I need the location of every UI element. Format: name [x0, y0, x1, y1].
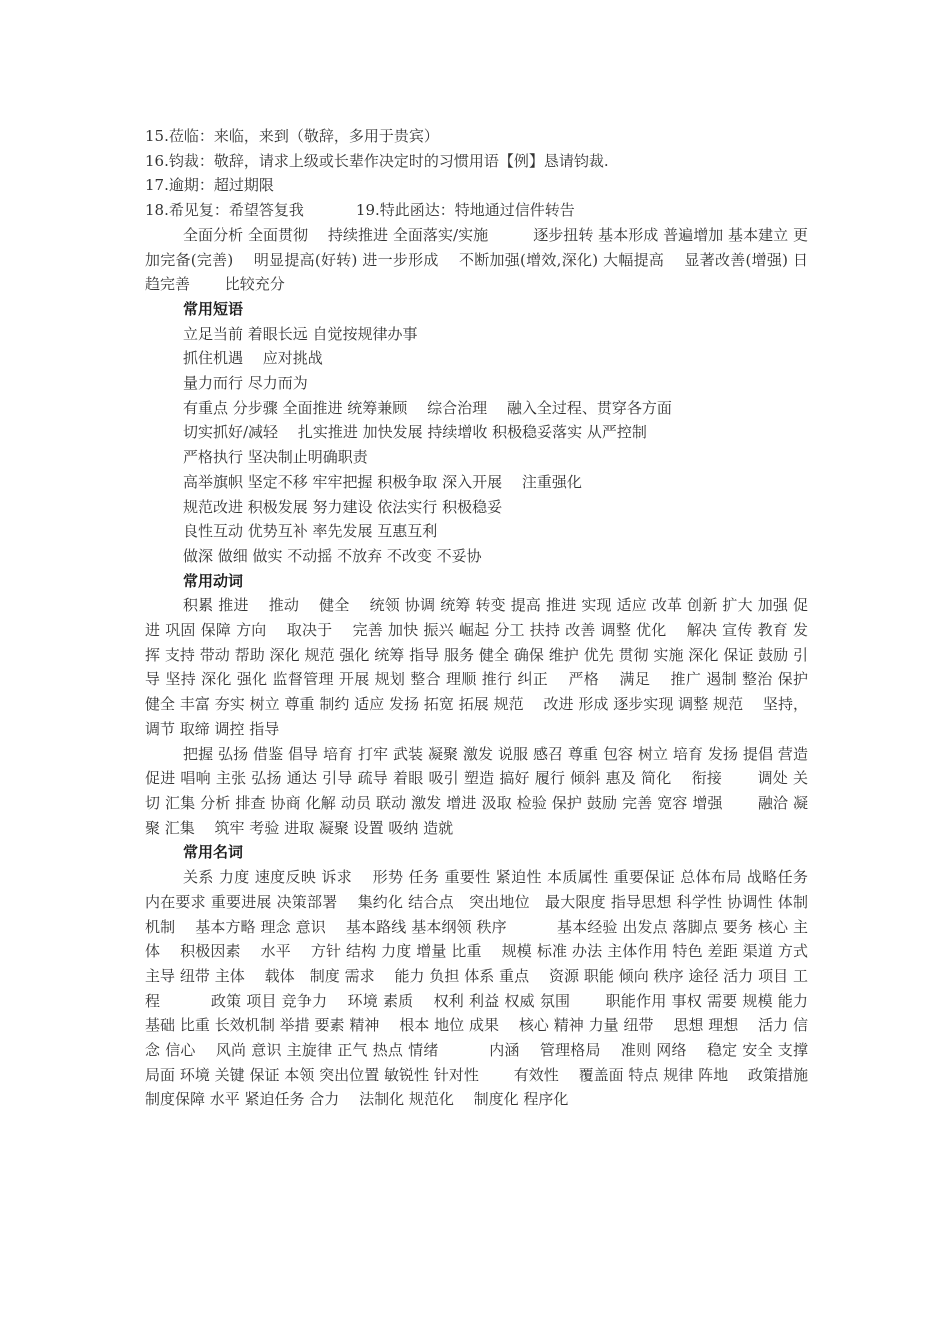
- section-heading-phrases: 常用短语: [183, 299, 244, 318]
- term-item-17: 17.逾期：超过期限: [145, 176, 274, 195]
- section-heading-nouns: 常用名词: [183, 843, 244, 862]
- phrase-line: 立足当前 着眼长远 自觉按规律办事: [183, 324, 418, 343]
- verbs-paragraph-1: 积累 推进 推动 健全 统领 协调 统筹 转变 提高 推进 实现 适应 改革 创新 扩大 加强 促进 巩固 保障 方向 取决于 完善 加快 振兴 崛起 分工 扶持 改善 调整 优化 解决 宣传 教育 发挥 支持 带动 帮助 深化 规范 强化 统筹 指导 服务 健全 确保 维护 优先 贯彻 实施 深化 保证 鼓励 引导 坚持 深化 强化 监督管理 开展 规划 整合 理顺 推行 纠正 严格 满足 推广 遏制 整治 保护 健全 丰富 夯实 树立 尊重 制约 适应 发扬 拓宽 拓展 规范 改进 形成 逐步实现 调整 规范 坚持，调节 取缔 调控 指导: [145, 596, 828, 738]
- phrase-line: 有重点 分步骤 全面推进 统筹兼顾 综合治理 融入全过程、贯穿各方面: [183, 398, 672, 417]
- phrase-line: 严格执行 坚决制止明确职责: [183, 448, 368, 467]
- phrase-line: 高举旗帜 坚定不移 牢牢把握 积极争取 深入开展 注重强化: [183, 472, 582, 491]
- progress-terms-paragraph: 全面分析 全面贯彻 持续推进 全面落实/实施 逐步扭转 基本形成 普遍增加 基本建立 更加完备(完善) 明显提高(好转) 进一步形成 不断加强(增效,深化) 大幅提高 显著改善(增强) 日趋完善 比较充分: [145, 225, 808, 294]
- term-item-18-19: 18.希见复：希望答复我 19.特此函达：特地通过信件转告: [145, 201, 575, 220]
- section-heading-verbs: 常用动词: [183, 571, 244, 590]
- phrase-line: 抓住机遇 应对挑战: [183, 349, 323, 368]
- nouns-paragraph: 关系 力度 速度反映 诉求 形势 任务 重要性 紧迫性 本质属性 重要保证 总体布局 战略任务 内在要求 重要进展 决策部署 集约化 结合点 突出地位 最大限度 指导思想 科学性 协调性 体制 机制 基本方略 理念 意识 基本路线 基本纲领 秩序 基本经验 出发点 落脚点 要务 核心 主体 积极因素 水平 方针 结构 力度 增量 比重 规模 标准 办法 主体作用 特色 差距 渠道 方式 主导 纽带 主体 载体 制度 需求 能力 负担 体系 重点 资源 职能 倾向 秩序 途径 活力 项目 工程 政策 项目 竞争力 环境 素质 权利 利益 权威 氛围 职能作用 事权 需要 规模 能力 基础 比重 长效机制 举措 要素 精神 根本 地位 成果 核心 精神 力量 纽带 思想 理想 活力 信念 信心 风尚 意识 主旋律 正气 热点 情绪 内涵 管理格局 准则 网络 稳定 安全 支撑 局面 环境 关键 保证 本领 突出位置 敏锐性 针对性 有效性 覆盖面 特点 规律 阵地 政策措施 制度保障 水平 紧迫任务 合力 法制化 规范化 制度化 程序化: [145, 868, 843, 1109]
- phrase-line: 做深 做细 做实 不动摇 不放弃 不改变 不妥协: [183, 546, 482, 565]
- document-page: [145, 124, 843, 1112]
- phrase-line: 切实抓好/减轻 扎实推进 加快发展 持续增收 积极稳妥落实 从严控制: [183, 423, 647, 442]
- term-item-16: 16.钧裁：敬辞，请求上级或长辈作决定时的习惯用语【例】恳请钧裁.: [145, 151, 609, 170]
- phrase-line: 良性互动 优势互补 率先发展 互惠互利: [183, 522, 438, 541]
- phrase-line: 量力而行 尽力而为: [183, 374, 308, 393]
- phrase-line: 规范改进 积极发展 努力建设 依法实行 积极稳妥: [183, 497, 503, 516]
- term-item-15: 15.莅临：来临，来到（敬辞，多用于贵宾）: [145, 127, 439, 145]
- verbs-paragraph-2: 把握 弘扬 借鉴 倡导 培育 打牢 武装 凝聚 激发 说服 感召 尊重 包容 树立 培育 发扬 提倡 营造 促进 唱响 主张 弘扬 通达 引导 疏导 着眼 吸引 塑造 搞好 履行 倾斜 惠及 简化 衔接 调处 关切 汇集 分析 排查 协商 化解 动员 联动 激发 增进 汲取 检验 保护 鼓励 完善 宽容 增强 融洽 凝聚 汇集 筑牢 考验 进取 凝聚 设置 吸纳 造就: [145, 744, 808, 837]
